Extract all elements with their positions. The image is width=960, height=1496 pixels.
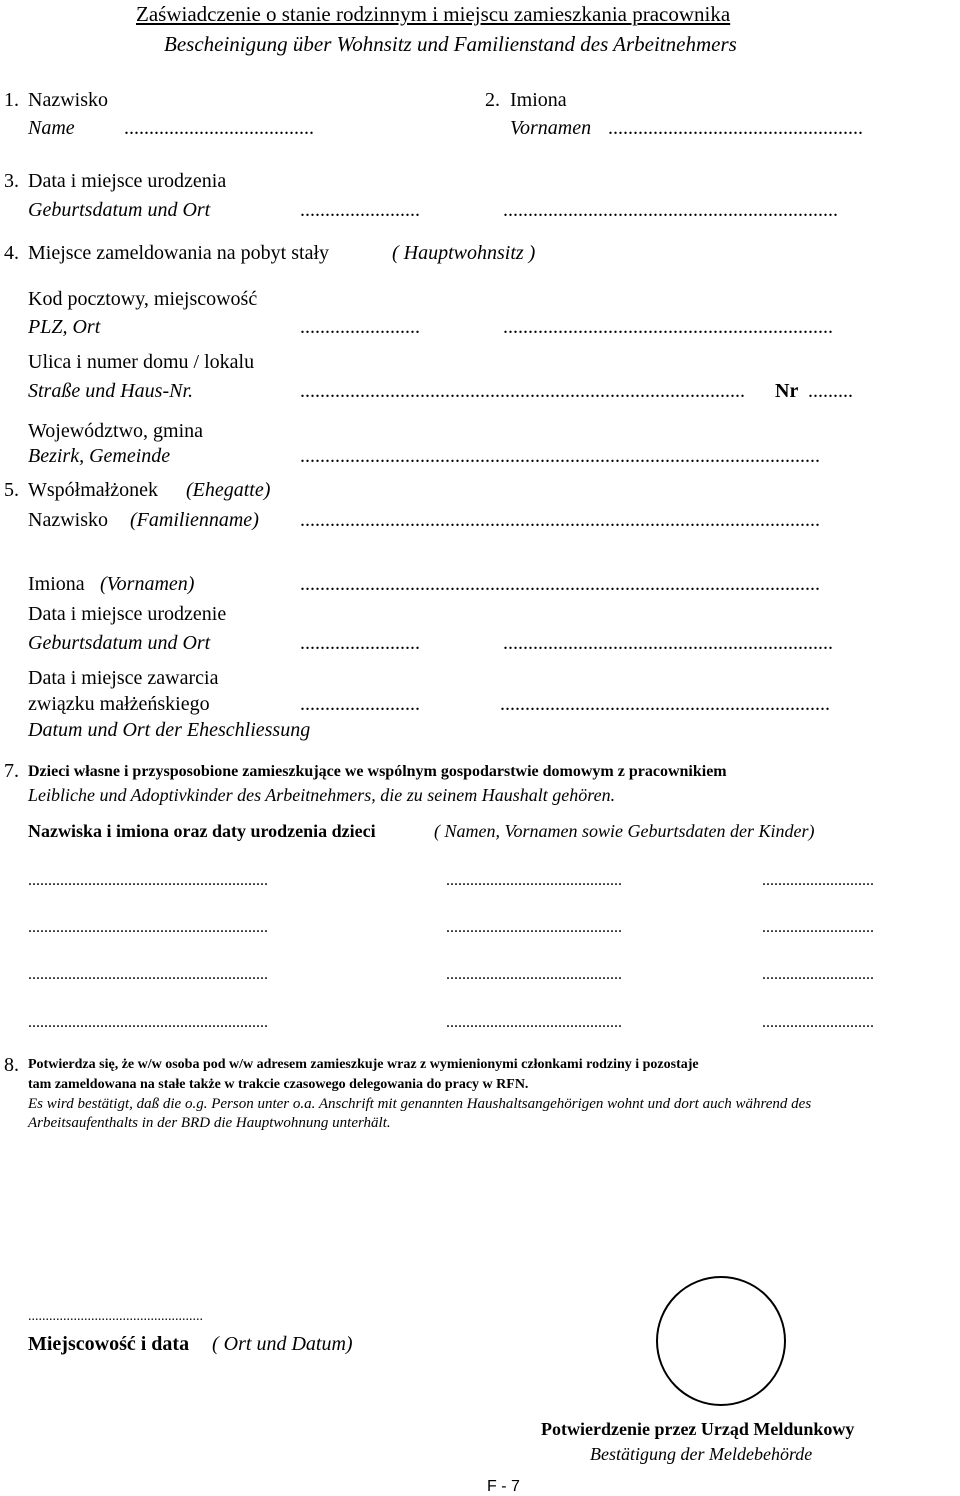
birth-place-field[interactable]: ................................................................... bbox=[503, 200, 838, 220]
first-names-label-german: Vornamen bbox=[510, 117, 592, 139]
children-heading-german: Leibliche und Adoptivkinder des Arbeitnehmers, die zu seinem Haushalt gehören. bbox=[28, 785, 616, 805]
confirmation-text-german-line1: Es wird bestätigt, daß die o.g. Person unter o.a. Anschrift mit genannten Haushaltsangehörigen wohnt und dort auch während des bbox=[28, 1096, 812, 1112]
street-label-german: Straße und Haus-Nr. bbox=[28, 380, 194, 402]
place-date-label: Miejscowość i data bbox=[28, 1333, 190, 1355]
section-7-number: 7. bbox=[4, 760, 19, 782]
surname-label-german: Name bbox=[28, 117, 75, 139]
city-field[interactable]: .................................................................. bbox=[503, 317, 833, 337]
marriage-label-line1: Data i miejsce zawarcia bbox=[28, 667, 219, 689]
spouse-label-german: (Ehegatte) bbox=[186, 479, 271, 501]
child-3-name-field[interactable]: ............................................................ bbox=[28, 967, 268, 983]
region-label-german: Bezirk, Gemeinde bbox=[28, 445, 171, 467]
residence-label: Miejsce zameldowania na pobyt stały bbox=[28, 242, 330, 264]
spouse-label: Współmałżonek bbox=[28, 479, 158, 501]
house-number-label: Nr bbox=[775, 380, 799, 402]
surname-label: Nazwisko bbox=[28, 89, 108, 111]
first-names-label: Imiona bbox=[510, 89, 567, 111]
first-names-field[interactable]: ................................................... bbox=[608, 118, 863, 138]
street-field[interactable]: ......................................................................................... bbox=[300, 381, 745, 401]
confirmation-text-line2: tam zameldowana na stałe także w trakcie czasowego delegowania do pracy w RFN. bbox=[28, 1077, 529, 1092]
section-8-number: 8. bbox=[4, 1054, 19, 1076]
child-4-birthdate-field[interactable]: ............................ bbox=[762, 1015, 874, 1031]
place-date-label-german: ( Ort und Datum) bbox=[212, 1333, 353, 1355]
section-3-number: 3. bbox=[4, 170, 19, 192]
residence-label-german: ( Hauptwohnsitz ) bbox=[392, 242, 536, 264]
section-5-number: 5. bbox=[4, 479, 19, 501]
child-1-name-field[interactable]: ............................................................ bbox=[28, 873, 268, 889]
street-label: Ulica i numer domu / lokalu bbox=[28, 351, 255, 373]
child-4-firstname-field[interactable]: ............................................ bbox=[446, 1015, 622, 1031]
stamp-circle bbox=[656, 1276, 786, 1406]
birth-label: Data i miejsce urodzenia bbox=[28, 170, 227, 192]
marriage-label-line2: związku małżeńskiego bbox=[28, 693, 210, 715]
place-date-field[interactable]: .................................................. bbox=[28, 1310, 203, 1324]
spouse-birth-date-field[interactable]: ........................ bbox=[300, 633, 420, 653]
registration-office-label: Potwierdzenie przez Urząd Meldunkowy bbox=[541, 1419, 855, 1439]
postal-code-field[interactable]: ........................ bbox=[300, 317, 420, 337]
postal-label: Kod pocztowy, miejscowość bbox=[28, 288, 258, 310]
confirmation-text-german-line2: Arbeitsaufenthalts in der BRD die Hauptwohnung unterhält. bbox=[28, 1115, 391, 1131]
children-heading: Dzieci własne i przysposobione zamieszkujące we wspólnym gospodarstwie domowym z pracownikiem bbox=[28, 763, 727, 780]
birth-date-field[interactable]: ........................ bbox=[300, 200, 420, 220]
surname-field[interactable]: ...................................... bbox=[124, 118, 314, 138]
title-polish: Zaświadczenie o stanie rodzinnym i miejscu zamieszkania pracownika bbox=[136, 2, 731, 26]
spouse-surname-label: Nazwisko bbox=[28, 509, 108, 531]
marriage-date-field[interactable]: ........................ bbox=[300, 694, 420, 714]
house-number-field[interactable]: ......... bbox=[808, 381, 853, 401]
child-1-firstname-field[interactable]: ............................................ bbox=[446, 873, 622, 889]
children-names-label-german: ( Namen, Vornamen sowie Geburtsdaten der Kinder) bbox=[434, 821, 815, 841]
spouse-surname-field[interactable]: ........................................................................................................ bbox=[300, 510, 820, 530]
spouse-surname-label-german: (Familienname) bbox=[130, 509, 259, 531]
spouse-birth-place-field[interactable]: .................................................................. bbox=[503, 633, 833, 653]
region-field[interactable]: ........................................................................................................ bbox=[300, 446, 820, 466]
child-3-firstname-field[interactable]: ............................................ bbox=[446, 967, 622, 983]
child-3-birthdate-field[interactable]: ............................ bbox=[762, 967, 874, 983]
child-4-name-field[interactable]: ............................................................ bbox=[28, 1015, 268, 1031]
postal-label-german: PLZ, Ort bbox=[28, 316, 101, 338]
spouse-firstname-label-german: (Vornamen) bbox=[100, 573, 195, 595]
birth-label-german: Geburtsdatum und Ort bbox=[28, 199, 211, 221]
child-2-firstname-field[interactable]: ............................................ bbox=[446, 920, 622, 936]
registration-office-label-german: Bestätigung der Meldebehörde bbox=[590, 1444, 813, 1464]
section-4-number: 4. bbox=[4, 242, 19, 264]
spouse-birth-label: Data i miejsce urodzenie bbox=[28, 603, 227, 625]
spouse-firstname-label: Imiona bbox=[28, 573, 85, 595]
region-label: Województwo, gmina bbox=[28, 420, 204, 442]
marriage-label-german: Datum und Ort der Eheschliessung bbox=[28, 719, 311, 741]
children-names-label: Nazwiska i imiona oraz daty urodzenia dzieci bbox=[28, 821, 376, 841]
spouse-birth-label-german: Geburtsdatum und Ort bbox=[28, 632, 211, 654]
section-2-number: 2. bbox=[485, 89, 500, 111]
section-1-number: 1. bbox=[4, 89, 19, 111]
title-german: Bescheinigung über Wohnsitz und Familienstand des Arbeitnehmers bbox=[164, 32, 737, 56]
form-code: F - 7 bbox=[487, 1478, 520, 1495]
marriage-place-field[interactable]: .................................................................. bbox=[500, 694, 830, 714]
confirmation-text-line1: Potwierdza się, że w/w osoba pod w/w adresem zamieszkuje wraz z wymienionymi członkami rodziny i pozostaje bbox=[28, 1057, 699, 1072]
spouse-firstname-field[interactable]: ........................................................................................................ bbox=[300, 574, 820, 594]
child-2-name-field[interactable]: ............................................................ bbox=[28, 920, 268, 936]
child-1-birthdate-field[interactable]: ............................ bbox=[762, 873, 874, 889]
child-2-birthdate-field[interactable]: ............................ bbox=[762, 920, 874, 936]
